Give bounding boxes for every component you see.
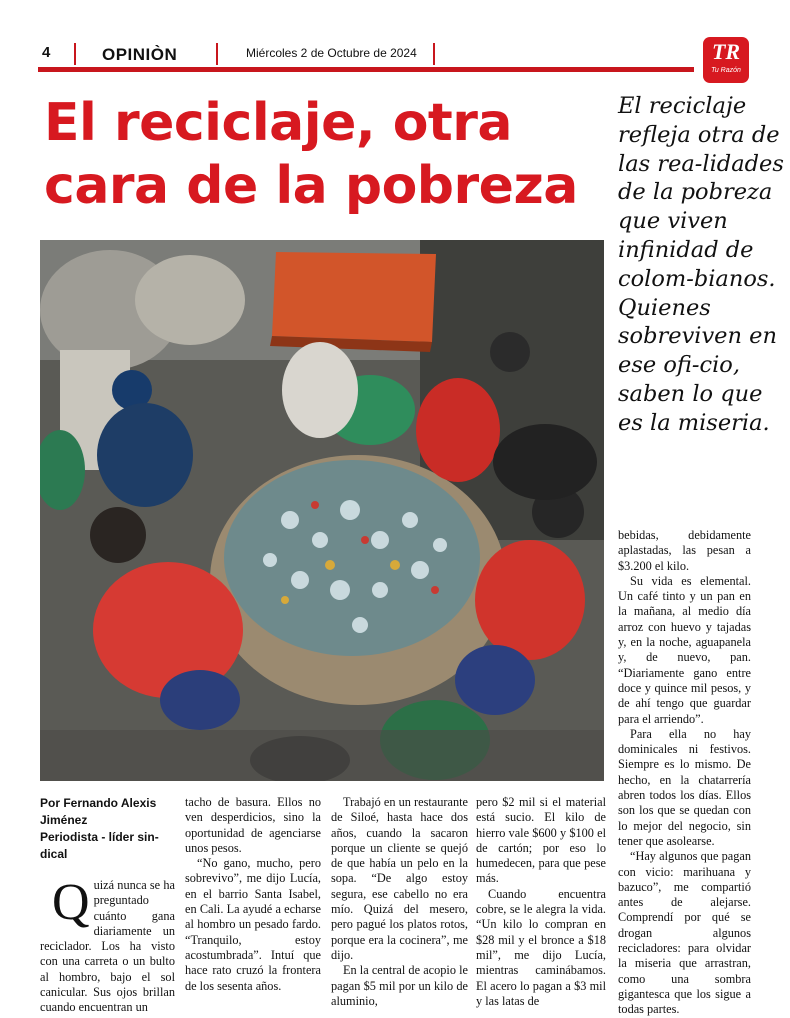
section-title: OPINIÒN [102,45,178,64]
article-paragraph: Para ella no hay dominicales ni festivos. Siempre es lo mismo. De hecho, en la chatarrería abren todos los días. Ellos son los que se quedan con lo mejor del negocio, sin tener que asolearse. [618,726,751,848]
article-column-5 [618,528,751,1018]
article-paragraph: pero $2 mil si el material está sucio. El kilo de hierro vale $600 y $100 el de cartón; por eso lo humedecen, para que pese más. [476,795,606,886]
issue-date: Miércoles 2 de Octubre de 2024 [246,46,417,60]
author-name: Por Fernando Alexis Jiménez [40,796,157,827]
article-column-3 [331,795,468,1009]
article-column-4 [476,795,606,1009]
byline [40,795,175,863]
article-paragraph: uizá nunca se ha preguntado cuánto gana diariamente un reciclador. Los ha visto con una carreta o un bulto al hombro, bajo el sol canicular. Sus ojos brillan cuando encuentran un [40,878,175,1015]
logo-subtitle: Tu Razón [711,67,741,74]
article-column-2 [185,795,321,994]
article-paragraph: Su vida es elemental. Un café tinto y un pan en la mañana, al medio día arroz con huevo y tajadas y, en la noche, aguapanela y, de nuevo, pan. “Diariamente gano entre doce y quince mil pesos, y de ahí tengo que guardar para el arriendo”. [618,573,751,726]
article-paragraph: bebidas, debidamente aplastadas, las pesan a $3.200 el kilo. [618,528,751,573]
author-role: Periodista - líder sin-dical [40,830,159,861]
pull-quote: El reciclaje refleja otra de las rea-lidades de la pobreza que viven infinidad de colom-bianos. Quienes sobreviven en ese ofi-cio, saben lo que es la miseria. [618,93,784,436]
article-paragraph: Trabajó en un restaurante de Siloé, hasta hace dos años, cuando la sacaron porque un cliente se quejó de que había un pelo en la sopa. “De algo estoy segura, ese cabello no era mío. Quizá del mesero, pero pagué los platos rotos, porque era la cocinera”, me dijo. [331,795,468,962]
article-headline: El reciclaje, otra cara de la pobreza [44,93,578,216]
article-paragraph: tacho de basura. Ellos no ven desperdicios, sino la oportunidad de agenciarse unos pesos. [185,795,321,855]
article-paragraph: En la central de acopio le pagan $5 mil por un kilo de aluminio, [331,963,468,1008]
article-paragraph: “Hay algunos que pagan con vicio: marihuana y bazuco”, me compartió antes de alejarse. Comprendí por qué se drogan algunos recicladores: para olvidar la miseria que arrastran, como una sombra gigantesca que los sigue a todas partes. [618,849,751,1017]
article-paragraph: Cuando encuentra cobre, se le alegra la vida. “Un kilo lo compran en $28 mil y el bronce a $18 mil”, me dijo Lucía, mientras caminábamos. El acero lo pagan a $3 mil y las latas de [476,886,606,1008]
article-paragraph: “No gano, mucho, pero sobrevivo”, me dijo Lucía, en el barrio Santa Isabel, en Cali. La ayudé a echarse al hombro un pesado fardo. “Tranquilo, estoy acostumbrada”. Intuí que hace rato cruzó la frontera de los sesenta años. [185,856,321,993]
recycling-workers-photo [40,240,604,781]
page-number: 4 [42,44,51,61]
header-rule [38,67,694,72]
article-column-1 [40,874,175,1016]
header-divider [216,43,218,65]
drop-cap: Q [52,874,90,931]
logo-letters: TR [711,39,741,64]
header-divider [433,43,435,65]
newspaper-logo [703,37,749,83]
header-divider [74,43,76,65]
